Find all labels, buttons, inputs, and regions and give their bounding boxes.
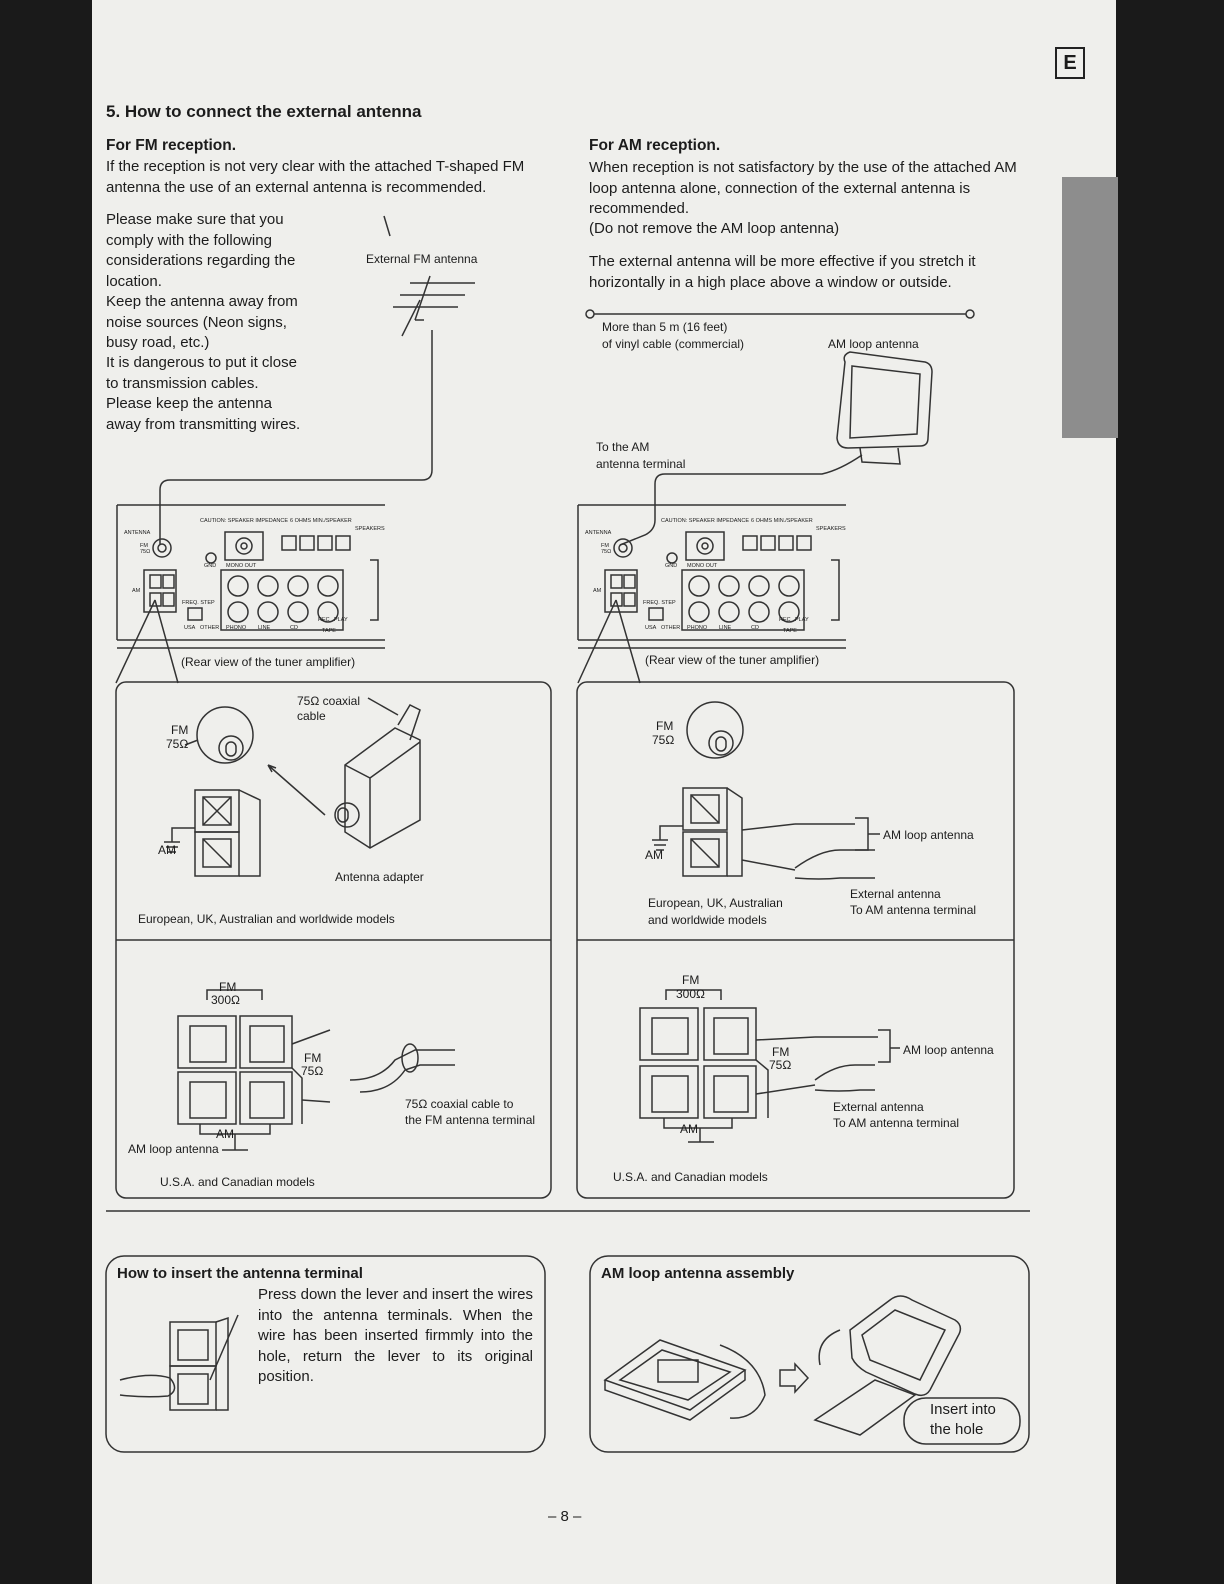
fm-keep-away: Keep the antenna away from noise sources (Neon signs, busy road, etc.) [106,293,298,351]
right-panel-freq-step: FREQ. STEP [643,600,676,606]
insert-terminal-graphic [120,1315,238,1410]
language-tab: E [1055,47,1085,79]
left-panel-tape: TAPE [322,628,336,634]
left-eu-models: European, UK, Australian and worldwide models [138,912,395,926]
left-panel-line: LINE [258,625,271,631]
right-rear-view-caption: (Rear view of the tuner amplifier) [645,653,820,667]
right-panel-rec: REC [779,617,791,623]
fm-considerations: Please make sure that you comply with the following considerations regarding the location. [106,211,296,290]
am-note: (Do not remove the AM loop antenna) [589,220,840,237]
right-panel-other: OTHER [661,625,681,631]
right-am-label: AM [645,848,663,862]
right-panel-tape: TAPE [783,628,797,634]
fm-intro: If the reception is not very clear with the attached T-shaped FM antenna the use of an external antenna is recommended. [106,158,525,196]
right-eu-external-1: External antenna [850,887,941,901]
right-panel-cd: CD [751,625,759,631]
right-panel-fm75: FM 75Ω [601,543,612,555]
left-panel-phono: PHONO [226,625,247,631]
am-terminal-line2: antenna terminal [596,457,686,471]
right-panel-line: LINE [719,625,732,631]
left-coax-to-fm-2: the FM antenna terminal [405,1113,536,1127]
right-us-models: U.S.A. and Canadian models [613,1170,768,1184]
left-us-fm75-label: FM [304,1051,322,1065]
am-terminal-line1: To the AM [596,440,650,454]
left-panel-cd: CD [290,625,298,631]
left-adapter-label: Antenna adapter [335,870,424,884]
right-us-300-label: 300Ω [676,987,705,1001]
left-us-am-label: AM [216,1127,234,1141]
assembly-heading: AM loop antenna assembly [601,1265,795,1282]
am-assembly-graphic [605,1296,960,1435]
left-fm-ohm-label: 75Ω [166,737,189,751]
right-panel-mono-out: MONO OUT [687,563,718,569]
assembly-insert-2: the hole [930,1421,984,1438]
fm-danger: It is dangerous to put it close to transmission cables. Please keep the antenna away from transmitting wires. [106,354,301,433]
left-panel-antenna: ANTENNA [124,530,151,536]
right-fm-label: FM [656,719,674,733]
am-heading: For AM reception. [589,137,721,154]
left-panel-ohms: 6 OHMS MIN./SPEAKER [290,518,352,524]
right-panel-antenna: ANTENNA [585,530,612,536]
right-panel-caution: CAUTION: SPEAKER IMPEDANCE [661,518,750,524]
fm-external-label: External FM antenna [366,252,478,266]
am-intro: When reception is not satisfactory by the use of the attached AM loop antenna alone, connection of the external antenna is recommended. [589,159,1017,217]
right-panel-speakers: SPEAKERS [816,526,846,532]
left-panel-caution: CAUTION: SPEAKER IMPEDANCE [200,518,289,524]
right-eu-models-1: European, UK, Australian [648,896,783,910]
am-stretch: The external antenna will be more effective if you stretch it horizontally in a high place above a window or outside. [589,253,976,291]
right-eu-diagram [652,702,880,879]
left-panel-other: OTHER [200,625,220,631]
left-panel-gnd: GND [204,563,217,569]
left-panel-rec: REC [318,617,330,623]
right-eu-models-2: and worldwide models [648,913,767,927]
assembly-insert-1: Insert into [930,1401,996,1418]
left-panel-play: PLAY [334,617,348,623]
left-us-300-label: 300Ω [211,993,240,1007]
right-us-fm75-label: FM [772,1045,790,1059]
left-coax-to-fm-1: 75Ω coaxial cable to [405,1097,514,1111]
fm-heading: For FM reception. [106,137,237,154]
left-panel-fm75: FM 75Ω [140,543,151,555]
right-eu-am-loop: AM loop antenna [883,828,974,842]
left-fm-label: FM [171,723,189,737]
right-panel-gnd: GND [665,563,678,569]
left-am-label: AM [158,843,176,857]
right-fm-ohm-label: 75Ω [652,733,675,747]
right-us-am-label: AM [680,1122,698,1136]
right-us-fm-label: FM [682,973,700,987]
left-am-loop-label: AM loop antenna [128,1142,219,1156]
right-panel-am: AM [593,588,602,594]
right-eu-external-2: To AM antenna terminal [850,903,977,917]
insert-heading: How to insert the antenna terminal [117,1265,363,1282]
left-panel-am: AM [132,588,141,594]
left-panel-usa: USA [184,625,196,631]
left-panel-mono-out: MONO OUT [226,563,257,569]
left-eu-diagram [164,698,420,876]
right-panel-play: PLAY [795,617,809,623]
right-panel-ohms: 6 OHMS MIN./SPEAKER [751,518,813,524]
section-title: 5. How to connect the external antenna [106,102,422,121]
left-us-fm-label: FM [219,980,237,994]
right-panel-phono: PHONO [687,625,708,631]
insert-text: Press down the lever and insert the wires into the antenna terminals. When the wire has been inserted firmmly into the hole, return the lever to its original position. [258,1286,533,1385]
left-rear-view-caption: (Rear view of the tuner amplifier) [181,655,356,669]
left-panel-speakers: SPEAKERS [355,526,385,532]
am-vinyl-line1: More than 5 m (16 feet) [602,320,728,334]
right-us-ohm75-label: 75Ω [769,1058,792,1072]
left-us-ohm75-label: 75Ω [301,1064,324,1078]
am-vinyl-line2: of vinyl cable (commercial) [602,337,745,351]
right-us-am-loop: AM loop antenna [903,1043,994,1057]
left-coax-label: 75Ω coaxial cable [297,694,361,723]
left-panel-freq-step: FREQ. STEP [182,600,215,606]
right-us-external-1: External antenna [833,1100,924,1114]
right-us-external-2: To AM antenna terminal [833,1116,960,1130]
page-number: – 8 – [548,1508,582,1525]
am-loop-label: AM loop antenna [828,337,919,351]
right-panel-usa: USA [645,625,657,631]
left-us-models: U.S.A. and Canadian models [160,1175,315,1189]
